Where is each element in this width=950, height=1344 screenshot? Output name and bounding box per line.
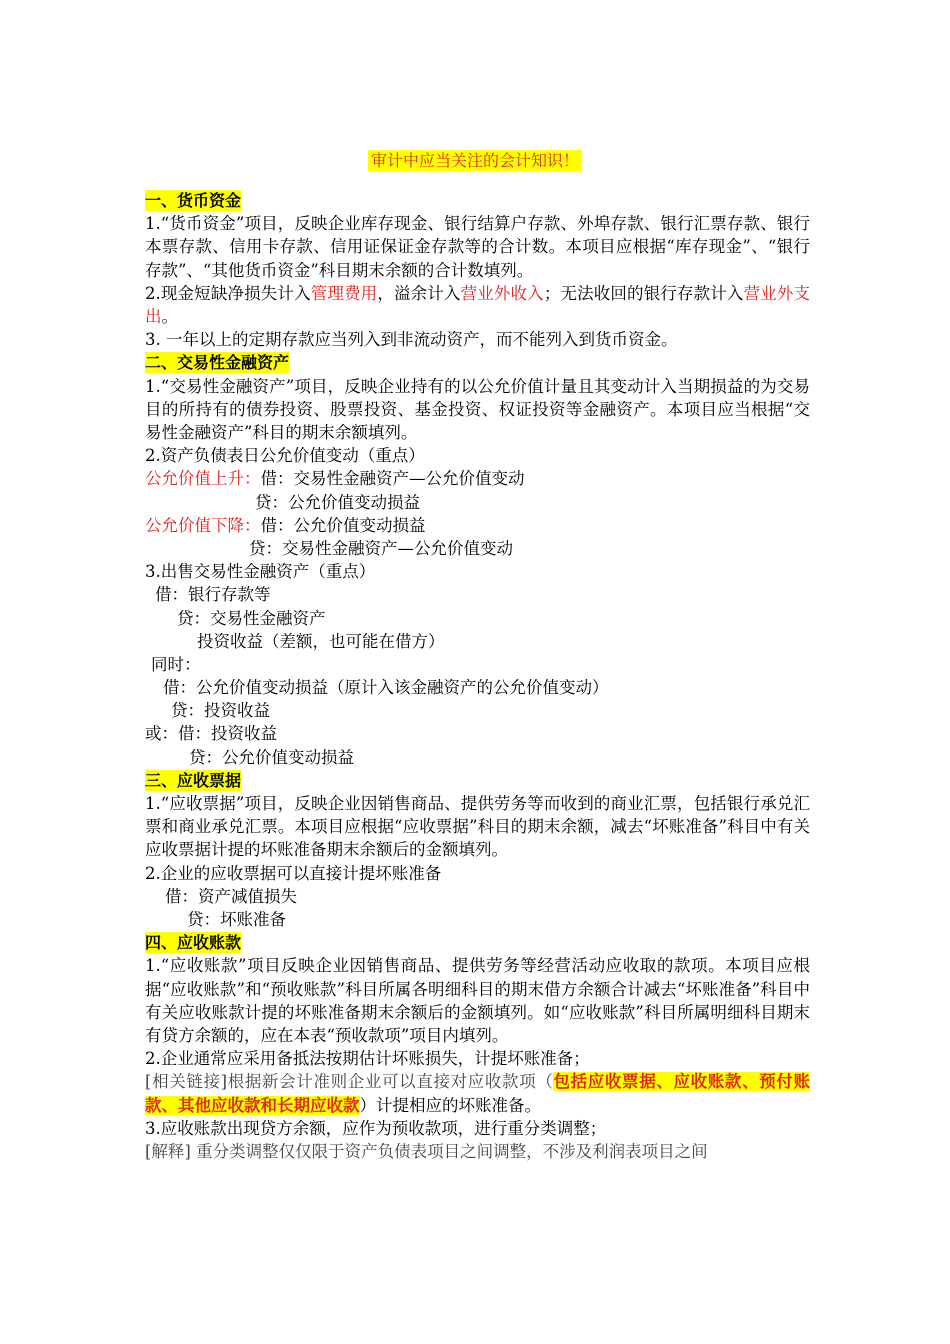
s4-paragraph-1: 1.“应收账款”项目反映企业因销售商品、提供劳务等经营活动应收取的款项。本项目应根据“应收账款”和“预收账款”科目所属各明细科目的期末借方余额合计减去“坏账准备”科目中有关应收账款计提的坏账准备期末余额后的金额填列。如“应收账款”科目所属明细科目期末有贷方余额的，应在本表“预收款项”项目内填列。 bbox=[145, 956, 810, 1045]
section-heading-3: 三、应收票据 bbox=[145, 770, 242, 790]
s2-paragraph-2: 2.资产负债表日公允价值变动（重点） bbox=[145, 446, 425, 466]
s3-paragraph-2: 2.企业的应收票据可以直接计提坏账准备 bbox=[145, 863, 442, 883]
section-heading-1: 一、货币资金 bbox=[145, 191, 242, 210]
meanwhile-credit: 贷：投资收益 bbox=[171, 701, 270, 721]
doc-body bbox=[145, 189, 810, 1163]
meanwhile-label: 同时： bbox=[151, 654, 201, 674]
sale-credit-1: 贷：交易性金融资产 bbox=[177, 608, 326, 628]
s2-paragraph-1: 1.“交易性金融资产”项目，反映企业持有的以公允价值计量且其变动计入当期损益的为交易目的所持有的债券投资、股票投资、基金投资、权证投资等金融资产。本项目应当根据“交易性金融资产”科目的期末余额填列。 bbox=[145, 376, 810, 442]
s1-paragraph-3: 3. 一年以上的定期存款应当列入到非流动资产，而不能列入到货币资金。 bbox=[145, 330, 678, 350]
s1-paragraph-2: 2.现金短缺净损失计入管理费用，溢余计入营业外收入；无法收回的银行存款计入营业外支出。 bbox=[145, 283, 811, 326]
s3-credit: 贷：坏账准备 bbox=[187, 909, 286, 929]
section-heading-2: 二、交易性金融资产 bbox=[145, 353, 290, 373]
fair-value-up-credit: 贷：公允价值变动损益 bbox=[255, 492, 420, 512]
explanation: [解释] 重分类调整仅仅限于资产负债表项目之间调整，不涉及利润表项目之间 bbox=[145, 1141, 708, 1161]
section-heading-4: 四、应收账款 bbox=[145, 933, 242, 953]
s4-paragraph-3: 3.应收账款出现贷方余额，应作为预收款项，进行重分类调整； bbox=[145, 1118, 607, 1138]
fair-value-down-credit: 贷：交易性金融资产—公允价值变动 bbox=[249, 538, 513, 558]
or-credit: 贷：公允价值变动损益 bbox=[189, 747, 354, 767]
s1-paragraph-1: 1.“货币资金”项目，反映企业库存现金、银行结算户存款、外埠存款、银行汇票存款、银行本票存款、信用卡存款、信用证保证金存款等的合计数。本项目应根据“库存现金”、“银行存款”、“其他货币资金”科目期末余额的合计数填列。 bbox=[145, 214, 810, 280]
or-debit: 或：借：投资收益 bbox=[145, 724, 277, 744]
s3-debit: 借：资产减值损失 bbox=[165, 886, 297, 906]
sale-debit: 借：银行存款等 bbox=[155, 585, 271, 605]
sale-credit-2: 投资收益（差额，也可能在借方） bbox=[197, 631, 445, 651]
s2-paragraph-3: 3.出售交易性金融资产（重点） bbox=[145, 562, 376, 582]
fair-value-down-entry: 公允价值下降：借：公允价值变动损益 bbox=[145, 515, 426, 535]
related-link: [相关链接]根据新会计准则企业可以直接对应收款项（包括应收票据、应收账款、预付账款、其他应收款和长期应收款）计提相应的坏账准备。 bbox=[145, 1072, 811, 1115]
s4-paragraph-2: 2.企业通常应采用备抵法按期估计坏账损失，计提坏账准备； bbox=[145, 1049, 590, 1069]
doc-title: 审计中应当关注的会计知识！ bbox=[0, 148, 950, 171]
s3-paragraph-1: 1.“应收票据”项目，反映企业因销售商品、提供劳务等而收到的商业汇票，包括银行承兑汇票和商业承兑汇票。本项目应根据“应收票据”科目的期末余额，减去“坏账准备”科目中有关应收票据计提的坏账准备期末余额后的金额填列。 bbox=[145, 794, 810, 860]
fair-value-up-entry: 公允价值上升：借：交易性金融资产—公允价值变动 bbox=[145, 469, 525, 489]
meanwhile-debit: 借：公允价值变动损益（原计入该金融资产的公允价值变动） bbox=[163, 678, 609, 698]
